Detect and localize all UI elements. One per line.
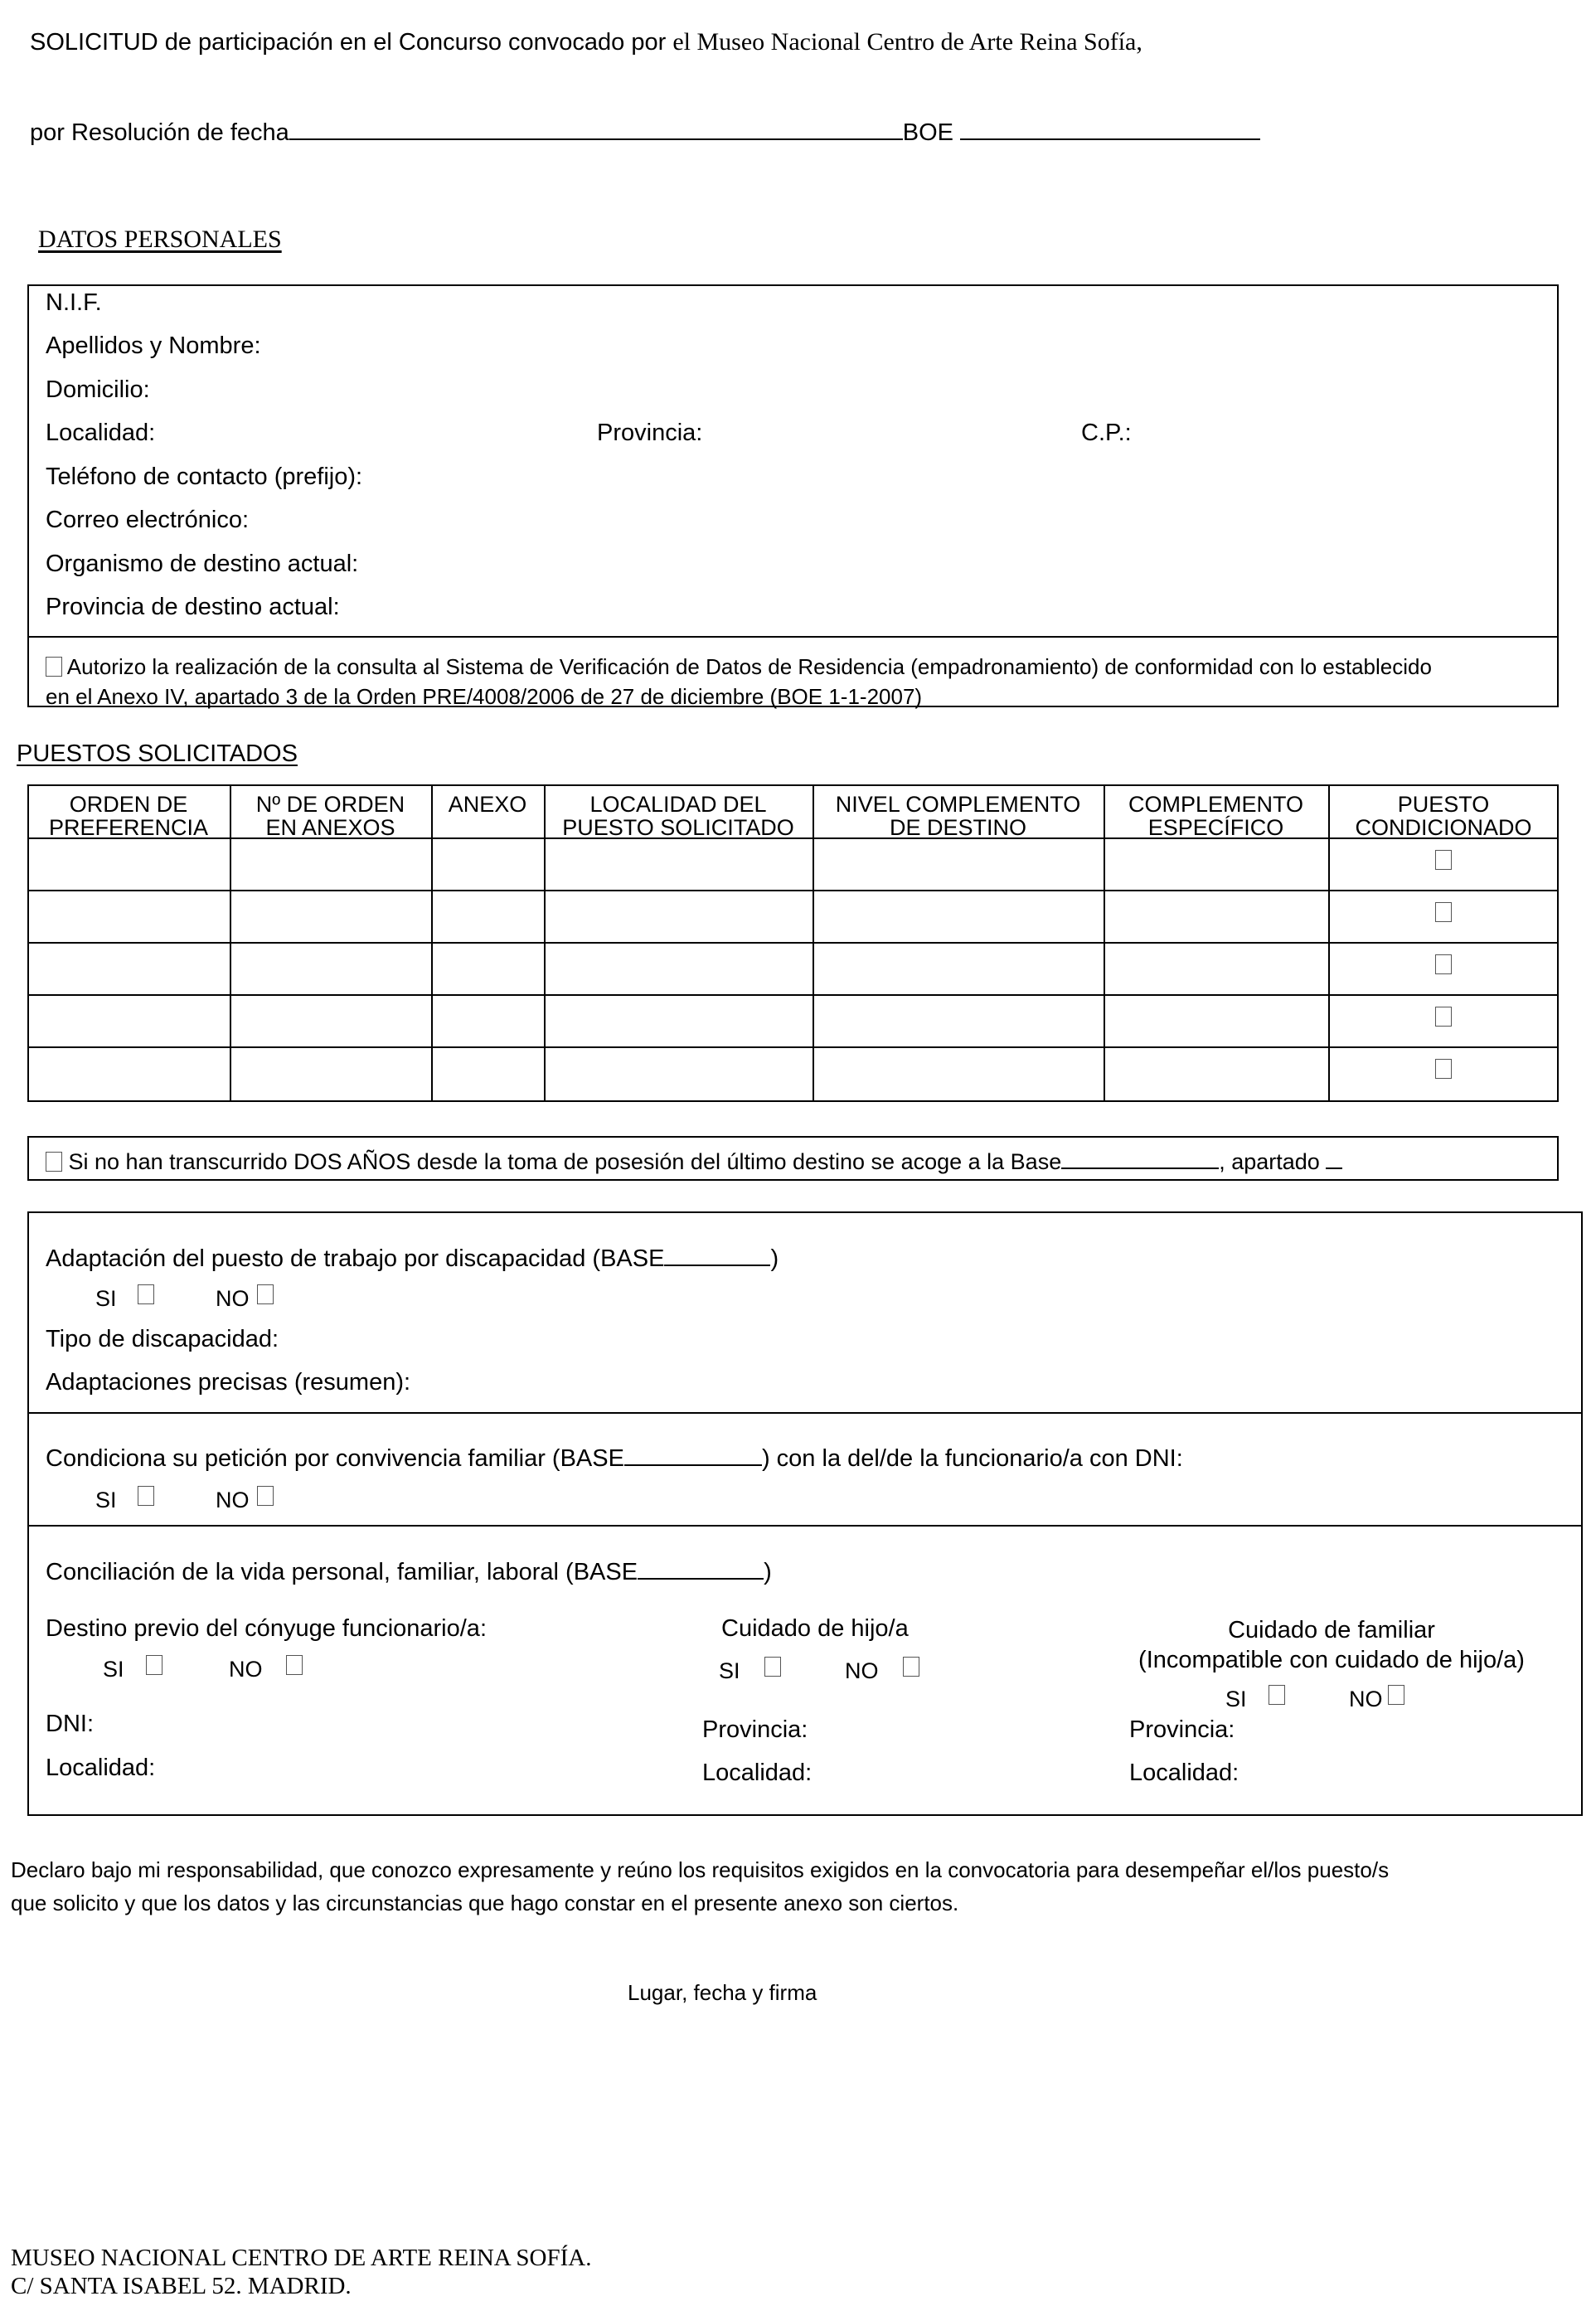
column-header-line: NIVEL COMPLEMENTO	[835, 792, 1081, 817]
resolution-date-field[interactable]	[289, 115, 903, 140]
conyuge-dni-label: DNI:	[46, 1711, 94, 1737]
header-request-text: SOLICITUD de participación en el Concurso convocado por	[30, 29, 667, 56]
conyuge-no-label: NO	[229, 1657, 263, 1682]
conyuge-title: Destino previo del cónyuge funcionario/a:	[46, 1615, 487, 1642]
condiciona-title-rest: ) con la del/de la funcionario/a con DNI:	[761, 1445, 1183, 1472]
apartado-label: , apartado	[1219, 1149, 1320, 1174]
domicilio-label: Domicilio:	[46, 376, 150, 403]
header-institution: el Museo Nacional Centro de Arte Reina Sofía,	[672, 28, 1142, 56]
column-header-num-orden	[230, 793, 431, 839]
hijo-no-label: NO	[845, 1658, 879, 1683]
nif-label: N.I.F.	[46, 289, 102, 316]
familiar-si-checkbox[interactable]	[1269, 1685, 1285, 1706]
condiciona-title	[46, 1443, 1183, 1473]
dos-anos-row	[46, 1148, 1342, 1175]
conciliacion-base-field[interactable]	[638, 1556, 764, 1580]
column-header-line: CONDICIONADO	[1355, 815, 1532, 840]
conyuge-localidad-label: Localidad:	[46, 1755, 156, 1781]
condiciona-no-checkbox[interactable]	[257, 1486, 274, 1507]
hijo-si-label: SI	[719, 1658, 740, 1683]
familiar-no-checkbox[interactable]	[1388, 1685, 1404, 1706]
correo-label: Correo electrónico:	[46, 507, 249, 533]
familiar-subtitle: (Incompatible con cuidado de hijo/a)	[1138, 1647, 1525, 1673]
condiciona-divider	[27, 1525, 1583, 1527]
condicionado-checkbox-4[interactable]	[1435, 1007, 1452, 1028]
familiar-title-text: Cuidado de familiar	[1228, 1617, 1435, 1643]
column-header-anexo	[431, 793, 544, 816]
column-header-line: COMPLEMENTO	[1128, 792, 1304, 817]
column-header-nivel	[813, 793, 1104, 839]
telefono-label: Teléfono de contacto (prefijo):	[46, 464, 363, 490]
apellidos-label: Apellidos y Nombre:	[46, 333, 261, 359]
adaptacion-no-label: NO	[216, 1286, 250, 1311]
column-header-localidad	[544, 793, 813, 839]
column-header-line: PUESTO	[1397, 792, 1490, 817]
column-header-line: LOCALIDAD DEL	[589, 792, 767, 817]
firma-label: Lugar, fecha y firma	[628, 1980, 817, 2005]
hijo-title: Cuidado de hijo/a	[721, 1615, 909, 1642]
adaptacion-divider	[27, 1412, 1583, 1414]
conyuge-no-checkbox[interactable]	[286, 1655, 303, 1677]
hijo-no-checkbox[interactable]	[903, 1657, 919, 1678]
conyuge-si-label: SI	[103, 1657, 124, 1682]
column-header-line: Nº DE ORDEN	[255, 792, 405, 817]
cp-label: C.P.:	[1081, 420, 1132, 446]
header-line-2	[30, 115, 1260, 147]
adaptacion-title-text: Adaptación del puesto de trabajo por discapacidad (BASE	[46, 1245, 665, 1272]
header-line-1	[30, 28, 1142, 56]
familiar-no-label: NO	[1349, 1687, 1383, 1711]
conyuge-si-checkbox[interactable]	[146, 1655, 163, 1677]
resolution-label: por Resolución de fecha	[30, 119, 289, 146]
personal-section-title: DATOS PERSONALES	[38, 226, 282, 253]
hijo-provincia-label: Provincia:	[702, 1716, 808, 1743]
hijo-localidad-label: Localidad:	[702, 1760, 813, 1786]
familiar-localidad-label: Localidad:	[1129, 1760, 1239, 1786]
condicionado-checkbox-1[interactable]	[1435, 850, 1452, 871]
declaracion-text	[11, 1853, 1389, 1920]
conciliacion-title-text: Conciliación de la vida personal, familiar, laboral (BASE	[46, 1559, 638, 1585]
apartado-field[interactable]	[1326, 1148, 1342, 1169]
familiar-title	[1133, 1615, 1531, 1675]
column-header-line: PUESTO SOLICITADO	[562, 815, 794, 840]
column-header-orden	[27, 793, 230, 839]
condiciona-title-text: Condiciona su petición por convivencia familiar (BASE	[46, 1445, 624, 1472]
base-field[interactable]	[1061, 1148, 1219, 1169]
localidad-label: Localidad:	[46, 420, 156, 446]
boe-field[interactable]	[960, 115, 1260, 140]
condicionado-checkbox-5[interactable]	[1435, 1059, 1452, 1080]
column-header-condicionado	[1328, 793, 1559, 839]
condiciona-no-label: NO	[216, 1488, 250, 1512]
familiar-si-label: SI	[1225, 1687, 1247, 1711]
condiciona-si-label: SI	[95, 1488, 117, 1512]
condicionado-checkbox-2[interactable]	[1435, 902, 1452, 924]
adaptacion-si-checkbox[interactable]	[138, 1284, 154, 1306]
organismo-label: Organismo de destino actual:	[46, 551, 359, 577]
adaptacion-si-label: SI	[95, 1286, 117, 1311]
footer-line-1: MUSEO NACIONAL CENTRO DE ARTE REINA SOFÍA.	[11, 2245, 592, 2271]
autorizo-line-1: Autorizo la realización de la consulta al Sistema de Verificación de Datos de Residencia (empadronamiento) de conformidad con lo establecido	[66, 654, 1432, 679]
personal-divider	[27, 636, 1559, 638]
provincia-label: Provincia:	[597, 420, 703, 446]
tipo-discapacidad-label: Tipo de discapacidad:	[46, 1326, 279, 1352]
adaptacion-base-field[interactable]	[664, 1243, 770, 1266]
boe-label: BOE	[902, 119, 954, 146]
footer-address	[11, 2244, 591, 2300]
condicionado-checkbox-3[interactable]	[1435, 954, 1452, 976]
column-header-line: PREFERENCIA	[48, 815, 209, 840]
adaptacion-title-close: )	[770, 1245, 779, 1272]
column-header-line: ANEXO	[448, 792, 527, 817]
adaptaciones-label: Adaptaciones precisas (resumen):	[46, 1369, 411, 1396]
adaptacion-title	[46, 1243, 779, 1273]
footer-line-2: C/ SANTA ISABEL 52. MADRID.	[11, 2273, 352, 2299]
condiciona-si-checkbox[interactable]	[138, 1486, 154, 1507]
provincia-destino-label: Provincia de destino actual:	[46, 594, 340, 620]
declaracion-line-1: Declaro bajo mi responsabilidad, que conozco expresamente y reúno los requisitos exigidos en la convocatoria para desempeñar el/los puesto/s	[11, 1857, 1390, 1882]
column-header-line: ORDEN DE	[69, 792, 188, 817]
declaracion-line-2: que solicito y que los datos y las circunstancias que hago constar en el presente anexo son ciertos.	[11, 1891, 959, 1915]
conciliacion-title	[46, 1556, 772, 1586]
column-header-line: DE DESTINO	[889, 815, 1027, 840]
dos-anos-text: Si no han transcurrido DOS AÑOS desde la toma de posesión del último destino se acoge a la Base	[68, 1149, 1062, 1174]
column-header-line: EN ANEXOS	[265, 815, 395, 840]
conciliacion-title-close: )	[764, 1559, 772, 1585]
column-header-especifico	[1104, 793, 1328, 839]
familiar-provincia-label: Provincia:	[1129, 1716, 1235, 1743]
puestos-table-header	[27, 784, 1559, 840]
autorizo-block	[46, 652, 1432, 711]
adaptacion-no-checkbox[interactable]	[257, 1284, 274, 1306]
hijo-si-checkbox[interactable]	[764, 1657, 781, 1678]
puestos-section-title: PUESTOS SOLICITADOS	[17, 740, 298, 767]
autorizo-checkbox[interactable]	[46, 657, 62, 677]
autorizo-line-2: en el Anexo IV, apartado 3 de la Orden PRE/4008/2006 de 27 de diciembre (BOE 1-1-2007)	[46, 684, 923, 709]
condiciona-base-field[interactable]	[624, 1443, 762, 1466]
column-header-line: ESPECÍFICO	[1147, 815, 1284, 840]
dos-anos-checkbox[interactable]	[46, 1152, 62, 1172]
